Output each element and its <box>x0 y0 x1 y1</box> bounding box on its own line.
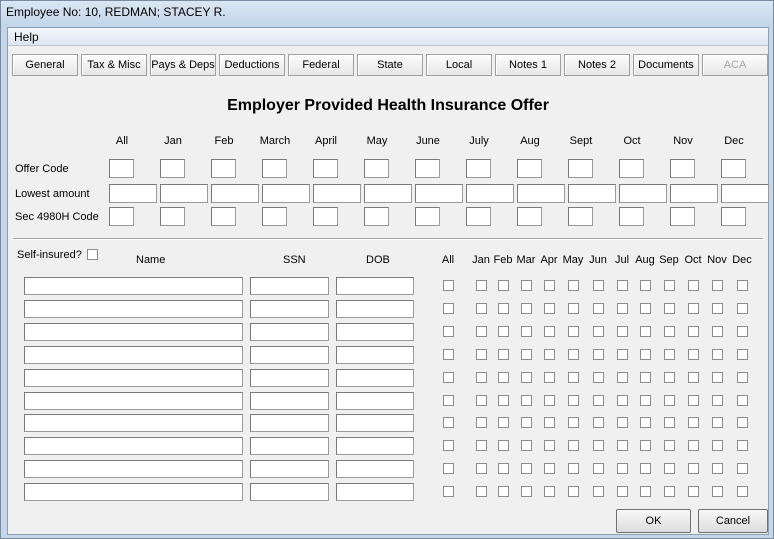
coverage-checkbox-aug[interactable] <box>640 349 651 360</box>
lowest-amount-label: Lowest amount <box>15 188 90 200</box>
coverage-checkbox-aug[interactable] <box>640 440 651 451</box>
cancel-button[interactable]: Cancel <box>698 509 768 533</box>
coverage-checkbox-apr[interactable] <box>544 463 555 474</box>
month-header: Mar <box>516 254 536 266</box>
coverage-checkbox-jan[interactable] <box>476 486 487 497</box>
tab-deductions[interactable]: Deductions <box>219 54 285 76</box>
section-divider <box>13 238 763 240</box>
coverage-checkbox-dec[interactable] <box>737 303 748 314</box>
covered-name-field[interactable] <box>24 277 243 295</box>
coverage-checkbox-oct[interactable] <box>688 280 699 291</box>
month-header: All <box>441 254 455 266</box>
offer-code-label: Offer Code <box>15 163 69 175</box>
coverage-checkbox-dec[interactable] <box>737 417 748 428</box>
coverage-checkbox-all[interactable] <box>443 280 454 291</box>
coverage-checkbox-jan[interactable] <box>476 372 487 383</box>
coverage-checkbox-feb[interactable] <box>498 395 509 406</box>
coverage-checkbox-apr[interactable] <box>544 303 555 314</box>
coverage-checkbox-aug[interactable] <box>640 280 651 291</box>
coverage-checkbox-mar[interactable] <box>521 417 532 428</box>
covered-name-field[interactable] <box>24 483 243 501</box>
coverage-checkbox-all[interactable] <box>443 372 454 383</box>
coverage-checkbox-jul[interactable] <box>617 440 628 451</box>
lowest-amount-field[interactable] <box>517 184 565 203</box>
sec-4980h-code-field[interactable] <box>262 207 287 226</box>
coverage-checkbox-sep[interactable] <box>664 395 675 406</box>
coverage-checkbox-mar[interactable] <box>521 395 532 406</box>
menu-help[interactable]: Help <box>14 30 39 44</box>
month-header: Dec <box>732 254 752 266</box>
coverage-checkbox-nov[interactable] <box>712 486 723 497</box>
column-header: Nov <box>673 135 693 147</box>
coverage-checkbox-may[interactable] <box>568 326 579 337</box>
coverage-checkbox-jun[interactable] <box>593 417 604 428</box>
covered-name-field[interactable] <box>24 346 243 364</box>
coverage-checkbox-jul[interactable] <box>617 463 628 474</box>
offer-code-field[interactable] <box>721 159 746 178</box>
coverage-checkbox-may[interactable] <box>568 486 579 497</box>
month-header: Jan <box>472 254 490 266</box>
coverage-checkbox-all[interactable] <box>443 395 454 406</box>
coverage-checkbox-all[interactable] <box>443 303 454 314</box>
column-header: All <box>115 135 129 147</box>
coverage-checkbox-mar[interactable] <box>521 440 532 451</box>
covered-dob-field[interactable] <box>336 369 414 387</box>
coverage-checkbox-aug[interactable] <box>640 372 651 383</box>
coverage-checkbox-oct[interactable] <box>688 326 699 337</box>
coverage-checkbox-nov[interactable] <box>712 326 723 337</box>
tab-local[interactable]: Local <box>426 54 492 76</box>
column-header: May <box>366 135 388 147</box>
page-title: Employer Provided Health Insurance Offer <box>227 97 549 114</box>
lowest-amount-field[interactable] <box>619 184 667 203</box>
coverage-checkbox-jun[interactable] <box>593 440 604 451</box>
offer-code-field[interactable] <box>109 159 134 178</box>
tab-general[interactable]: General <box>12 54 78 76</box>
coverage-checkbox-jul[interactable] <box>617 326 628 337</box>
coverage-checkbox-oct[interactable] <box>688 372 699 383</box>
coverage-checkbox-mar[interactable] <box>521 280 532 291</box>
tab-federal[interactable]: Federal <box>288 54 354 76</box>
coverage-checkbox-feb[interactable] <box>498 372 509 383</box>
lowest-amount-field[interactable] <box>670 184 718 203</box>
month-header: Nov <box>707 254 727 266</box>
sec-4980h-code-field[interactable] <box>160 207 185 226</box>
offer-code-field[interactable] <box>466 159 491 178</box>
coverage-checkbox-dec[interactable] <box>737 463 748 474</box>
offer-code-field[interactable] <box>313 159 338 178</box>
coverage-checkbox-oct[interactable] <box>688 463 699 474</box>
lowest-amount-field[interactable] <box>415 184 463 203</box>
coverage-checkbox-apr[interactable] <box>544 326 555 337</box>
coverage-checkbox-jun[interactable] <box>593 326 604 337</box>
offer-code-field[interactable] <box>415 159 440 178</box>
column-header: Aug <box>520 135 540 147</box>
coverage-checkbox-may[interactable] <box>568 463 579 474</box>
coverage-checkbox-jul[interactable] <box>617 395 628 406</box>
sec-4980h-code-field[interactable] <box>109 207 134 226</box>
coverage-checkbox-nov[interactable] <box>712 417 723 428</box>
coverage-checkbox-feb[interactable] <box>498 440 509 451</box>
self-insured-checkbox[interactable] <box>87 249 98 260</box>
coverage-checkbox-sep[interactable] <box>664 280 675 291</box>
coverage-checkbox-may[interactable] <box>568 303 579 314</box>
coverage-checkbox-nov[interactable] <box>712 303 723 314</box>
covered-ssn-field[interactable] <box>250 346 329 364</box>
coverage-checkbox-dec[interactable] <box>737 372 748 383</box>
coverage-checkbox-jun[interactable] <box>593 372 604 383</box>
coverage-checkbox-nov[interactable] <box>712 349 723 360</box>
coverage-checkbox-apr[interactable] <box>544 417 555 428</box>
coverage-checkbox-feb[interactable] <box>498 486 509 497</box>
coverage-checkbox-nov[interactable] <box>712 395 723 406</box>
ssn-header: SSN <box>283 254 306 266</box>
lowest-amount-field[interactable] <box>466 184 514 203</box>
title-bar[interactable] <box>1 1 773 25</box>
lowest-amount-field[interactable] <box>211 184 259 203</box>
month-header: May <box>562 254 584 266</box>
sec-4980h-code-field[interactable] <box>466 207 491 226</box>
coverage-checkbox-dec[interactable] <box>737 486 748 497</box>
coverage-checkbox-mar[interactable] <box>521 486 532 497</box>
sec-4980h-code-field[interactable] <box>619 207 644 226</box>
coverage-checkbox-jun[interactable] <box>593 395 604 406</box>
coverage-checkbox-jul[interactable] <box>617 349 628 360</box>
column-header: Dec <box>724 135 744 147</box>
coverage-checkbox-feb[interactable] <box>498 349 509 360</box>
tab-pays-deps[interactable]: Pays & Deps <box>150 54 216 76</box>
covered-ssn-field[interactable] <box>250 392 329 410</box>
coverage-checkbox-nov[interactable] <box>712 440 723 451</box>
column-header: Sept <box>569 135 593 147</box>
lowest-amount-field[interactable] <box>568 184 616 203</box>
tab-notes-1[interactable]: Notes 1 <box>495 54 561 76</box>
tab-state[interactable]: State <box>357 54 423 76</box>
coverage-checkbox-sep[interactable] <box>664 326 675 337</box>
covered-dob-field[interactable] <box>336 300 414 318</box>
coverage-checkbox-may[interactable] <box>568 417 579 428</box>
column-header: April <box>314 135 337 147</box>
window-title: Employee No: 10, REDMAN; STACEY R. <box>6 5 226 19</box>
covered-name-field[interactable] <box>24 392 243 410</box>
offer-code-field[interactable] <box>517 159 542 178</box>
coverage-checkbox-apr[interactable] <box>544 486 555 497</box>
coverage-checkbox-apr[interactable] <box>544 395 555 406</box>
covered-ssn-field[interactable] <box>250 483 329 501</box>
covered-dob-field[interactable] <box>336 437 414 455</box>
coverage-checkbox-all[interactable] <box>443 440 454 451</box>
column-header: March <box>259 135 291 147</box>
coverage-checkbox-oct[interactable] <box>688 486 699 497</box>
tab-notes-2[interactable]: Notes 2 <box>564 54 630 76</box>
column-header: June <box>416 135 440 147</box>
coverage-checkbox-jan[interactable] <box>476 349 487 360</box>
coverage-checkbox-jun[interactable] <box>593 303 604 314</box>
offer-code-field[interactable] <box>160 159 185 178</box>
covered-name-field[interactable] <box>24 323 243 341</box>
coverage-checkbox-oct[interactable] <box>688 417 699 428</box>
covered-dob-field[interactable] <box>336 277 414 295</box>
lowest-amount-field[interactable] <box>721 184 769 203</box>
offer-code-field[interactable] <box>568 159 593 178</box>
coverage-checkbox-aug[interactable] <box>640 417 651 428</box>
coverage-checkbox-jul[interactable] <box>617 486 628 497</box>
dob-header: DOB <box>366 254 390 266</box>
offer-code-field[interactable] <box>619 159 644 178</box>
coverage-checkbox-mar[interactable] <box>521 372 532 383</box>
covered-ssn-field[interactable] <box>250 437 329 455</box>
lowest-amount-field[interactable] <box>160 184 208 203</box>
coverage-checkbox-may[interactable] <box>568 349 579 360</box>
coverage-checkbox-dec[interactable] <box>737 280 748 291</box>
coverage-checkbox-sep[interactable] <box>664 463 675 474</box>
tab-documents[interactable]: Documents <box>633 54 699 76</box>
coverage-checkbox-mar[interactable] <box>521 326 532 337</box>
coverage-checkbox-aug[interactable] <box>640 486 651 497</box>
sec-4980h-code-field[interactable] <box>568 207 593 226</box>
coverage-checkbox-all[interactable] <box>443 463 454 474</box>
month-header: Jun <box>589 254 607 266</box>
coverage-checkbox-sep[interactable] <box>664 486 675 497</box>
coverage-checkbox-dec[interactable] <box>737 395 748 406</box>
coverage-checkbox-jun[interactable] <box>593 280 604 291</box>
coverage-checkbox-aug[interactable] <box>640 303 651 314</box>
sec-4980h-code-field[interactable] <box>670 207 695 226</box>
tab-aca: ACA <box>702 54 768 76</box>
coverage-checkbox-aug[interactable] <box>640 395 651 406</box>
coverage-checkbox-sep[interactable] <box>664 372 675 383</box>
coverage-checkbox-all[interactable] <box>443 486 454 497</box>
coverage-checkbox-sep[interactable] <box>664 349 675 360</box>
coverage-checkbox-oct[interactable] <box>688 303 699 314</box>
coverage-checkbox-apr[interactable] <box>544 280 555 291</box>
covered-dob-field[interactable] <box>336 323 414 341</box>
coverage-checkbox-dec[interactable] <box>737 326 748 337</box>
covered-dob-field[interactable] <box>336 392 414 410</box>
sec-4980h-code-field[interactable] <box>415 207 440 226</box>
tab-tax-misc[interactable]: Tax & Misc <box>81 54 147 76</box>
coverage-checkbox-nov[interactable] <box>712 280 723 291</box>
coverage-checkbox-apr[interactable] <box>544 372 555 383</box>
coverage-checkbox-all[interactable] <box>443 326 454 337</box>
lowest-amount-field[interactable] <box>262 184 310 203</box>
coverage-checkbox-nov[interactable] <box>712 463 723 474</box>
coverage-checkbox-jan[interactable] <box>476 463 487 474</box>
covered-dob-field[interactable] <box>336 414 414 432</box>
coverage-checkbox-aug[interactable] <box>640 463 651 474</box>
sec-4980h-code-field[interactable] <box>517 207 542 226</box>
coverage-checkbox-jun[interactable] <box>593 349 604 360</box>
coverage-checkbox-jun[interactable] <box>593 463 604 474</box>
sec-4980h-code-field[interactable] <box>721 207 746 226</box>
covered-ssn-field[interactable] <box>250 277 329 295</box>
coverage-checkbox-all[interactable] <box>443 349 454 360</box>
lowest-amount-field[interactable] <box>313 184 361 203</box>
offer-code-field[interactable] <box>211 159 236 178</box>
coverage-checkbox-jan[interactable] <box>476 326 487 337</box>
column-header: Jan <box>164 135 182 147</box>
self-insured-label: Self-insured? <box>17 249 82 261</box>
coverage-checkbox-jul[interactable] <box>617 417 628 428</box>
coverage-checkbox-all[interactable] <box>443 417 454 428</box>
column-header: July <box>469 135 489 147</box>
column-header: Oct <box>623 135 641 147</box>
offer-code-field[interactable] <box>262 159 287 178</box>
coverage-checkbox-mar[interactable] <box>521 303 532 314</box>
covered-name-field[interactable] <box>24 300 243 318</box>
covered-ssn-field[interactable] <box>250 300 329 318</box>
sec-4980h-code-field[interactable] <box>364 207 389 226</box>
coverage-checkbox-may[interactable] <box>568 280 579 291</box>
coverage-checkbox-may[interactable] <box>568 440 579 451</box>
name-header: Name <box>136 254 166 266</box>
month-header: Feb <box>493 254 513 266</box>
month-header: Sep <box>659 254 679 266</box>
coverage-checkbox-oct[interactable] <box>688 349 699 360</box>
covered-ssn-field[interactable] <box>250 369 329 387</box>
covered-dob-field[interactable] <box>336 483 414 501</box>
coverage-checkbox-apr[interactable] <box>544 440 555 451</box>
coverage-checkbox-sep[interactable] <box>664 417 675 428</box>
coverage-checkbox-jan[interactable] <box>476 440 487 451</box>
month-header: Oct <box>684 254 702 266</box>
coverage-checkbox-jan[interactable] <box>476 395 487 406</box>
covered-name-field[interactable] <box>24 369 243 387</box>
coverage-checkbox-may[interactable] <box>568 372 579 383</box>
column-header: Feb <box>214 135 234 147</box>
offer-code-field[interactable] <box>364 159 389 178</box>
covered-dob-field[interactable] <box>336 346 414 364</box>
covered-dob-field[interactable] <box>336 460 414 478</box>
coverage-checkbox-feb[interactable] <box>498 303 509 314</box>
coverage-checkbox-jul[interactable] <box>617 303 628 314</box>
sec-4980h-code-field[interactable] <box>211 207 236 226</box>
month-header: Apr <box>540 254 558 266</box>
covered-ssn-field[interactable] <box>250 414 329 432</box>
coverage-checkbox-oct[interactable] <box>688 440 699 451</box>
coverage-checkbox-jan[interactable] <box>476 303 487 314</box>
coverage-checkbox-aug[interactable] <box>640 326 651 337</box>
coverage-checkbox-jan[interactable] <box>476 280 487 291</box>
coverage-checkbox-mar[interactable] <box>521 349 532 360</box>
coverage-checkbox-feb[interactable] <box>498 280 509 291</box>
menu-bar <box>8 28 768 46</box>
coverage-checkbox-jul[interactable] <box>617 280 628 291</box>
covered-ssn-field[interactable] <box>250 323 329 341</box>
coverage-checkbox-feb[interactable] <box>498 463 509 474</box>
covered-name-field[interactable] <box>24 437 243 455</box>
coverage-checkbox-oct[interactable] <box>688 395 699 406</box>
month-header: Aug <box>635 254 655 266</box>
lowest-amount-field[interactable] <box>109 184 157 203</box>
coverage-checkbox-sep[interactable] <box>664 440 675 451</box>
coverage-checkbox-dec[interactable] <box>737 349 748 360</box>
coverage-checkbox-dec[interactable] <box>737 440 748 451</box>
covered-ssn-field[interactable] <box>250 460 329 478</box>
coverage-checkbox-mar[interactable] <box>521 463 532 474</box>
coverage-checkbox-jul[interactable] <box>617 372 628 383</box>
coverage-checkbox-nov[interactable] <box>712 372 723 383</box>
coverage-checkbox-may[interactable] <box>568 395 579 406</box>
offer-code-field[interactable] <box>670 159 695 178</box>
ok-button[interactable]: OK <box>616 509 691 533</box>
lowest-amount-field[interactable] <box>364 184 412 203</box>
coverage-checkbox-apr[interactable] <box>544 349 555 360</box>
month-header: Jul <box>614 254 630 266</box>
coverage-checkbox-feb[interactable] <box>498 326 509 337</box>
covered-name-field[interactable] <box>24 460 243 478</box>
sec-4980h-code-field[interactable] <box>313 207 338 226</box>
sec-4980h-code-label: Sec 4980H Code <box>15 211 99 223</box>
coverage-checkbox-jan[interactable] <box>476 417 487 428</box>
covered-name-field[interactable] <box>24 414 243 432</box>
client-area <box>7 27 769 535</box>
coverage-checkbox-feb[interactable] <box>498 417 509 428</box>
coverage-checkbox-sep[interactable] <box>664 303 675 314</box>
coverage-checkbox-jun[interactable] <box>593 486 604 497</box>
